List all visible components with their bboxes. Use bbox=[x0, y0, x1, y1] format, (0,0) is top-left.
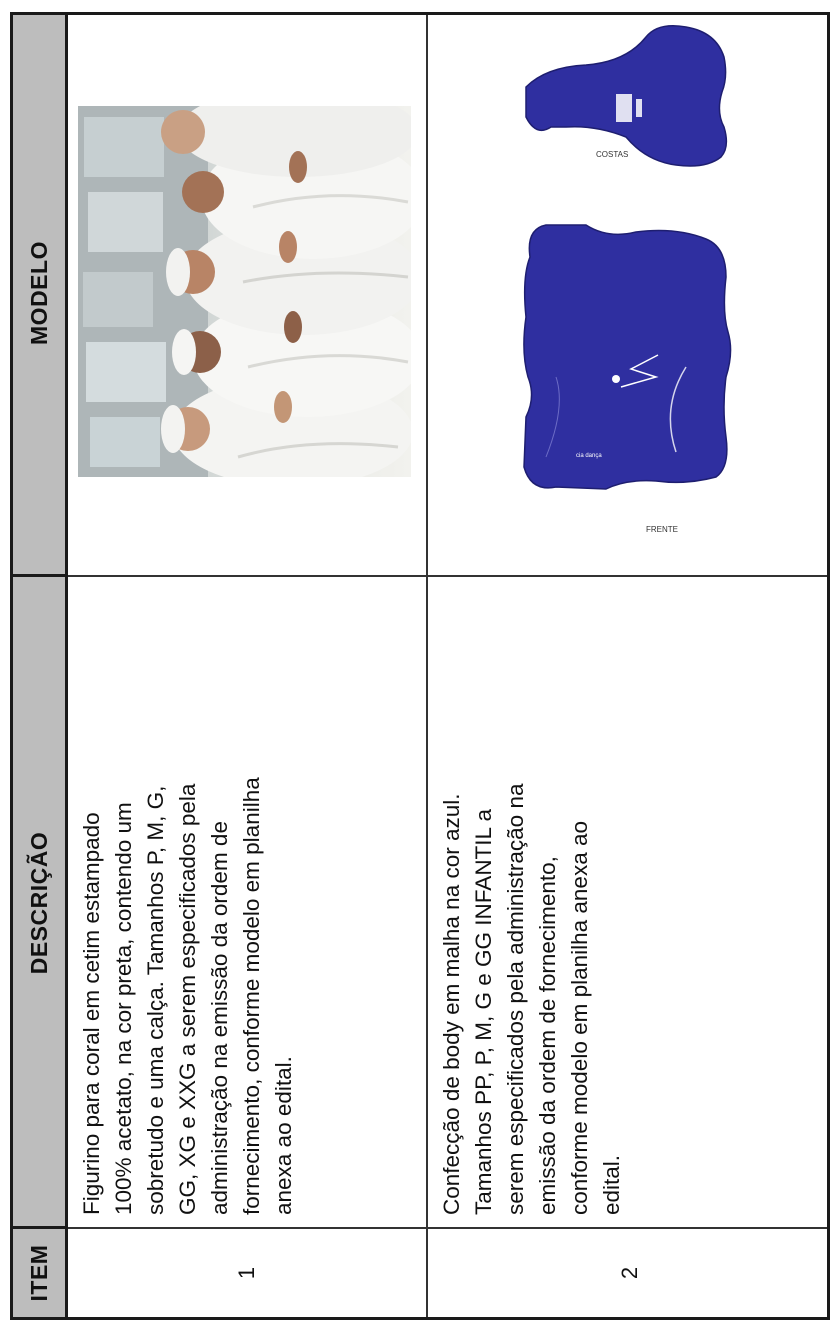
description-line: administração na emissão da ordem de bbox=[207, 821, 232, 1215]
header-item: ITEM bbox=[25, 1244, 52, 1302]
choir-photo-illustration bbox=[78, 106, 411, 477]
description-line: Confecção de body em malha na cor azul. bbox=[439, 793, 464, 1215]
table-header-row bbox=[13, 15, 68, 1317]
description-line: serem especificados pela administração na bbox=[503, 783, 528, 1215]
description-line: conforme modelo em planilha anexa ao bbox=[567, 821, 592, 1215]
specification-table bbox=[10, 12, 830, 1320]
description-line: edital. bbox=[599, 1154, 624, 1215]
description-line: 100% acetato, na cor preta, contendo um bbox=[111, 802, 136, 1215]
row-2-description bbox=[436, 577, 828, 1229]
body-back-drawing bbox=[526, 26, 726, 166]
svg-text:cia dança: cia dança bbox=[576, 453, 602, 459]
header-description: DESCRIÇÃO bbox=[25, 831, 52, 975]
back-label: COSTAS bbox=[596, 150, 629, 159]
body-garment-model bbox=[426, 9, 832, 577]
row-1-item-number bbox=[68, 1229, 426, 1317]
description-line: anexa ao edital. bbox=[271, 1056, 296, 1215]
front-label: FRENTE bbox=[646, 525, 678, 534]
header-model: MODELO bbox=[25, 241, 52, 345]
item-number: 1 bbox=[234, 1266, 259, 1280]
row-2-item-number bbox=[426, 1229, 832, 1317]
description-line: sobretudo e uma calça. Tamanhos P, M, G, bbox=[143, 785, 168, 1215]
description-line: Tamanhos PP, P, M, G e GG INFANTIL a bbox=[471, 809, 496, 1215]
row-1-description bbox=[76, 577, 421, 1229]
description-line: emissão da ordem de fornecimento, bbox=[535, 856, 560, 1215]
description-line: GG, XG e XXG a serem especificados pela bbox=[175, 783, 200, 1215]
description-line: fornecimento, conforme modelo em planilha bbox=[239, 777, 264, 1215]
choir-costume-photo bbox=[78, 106, 411, 477]
body-front-drawing bbox=[524, 225, 731, 534]
item-number: 2 bbox=[616, 1266, 642, 1280]
body-garment-drawing bbox=[426, 9, 832, 577]
description-line: Figurino para coral em cetim estampado bbox=[79, 812, 104, 1215]
